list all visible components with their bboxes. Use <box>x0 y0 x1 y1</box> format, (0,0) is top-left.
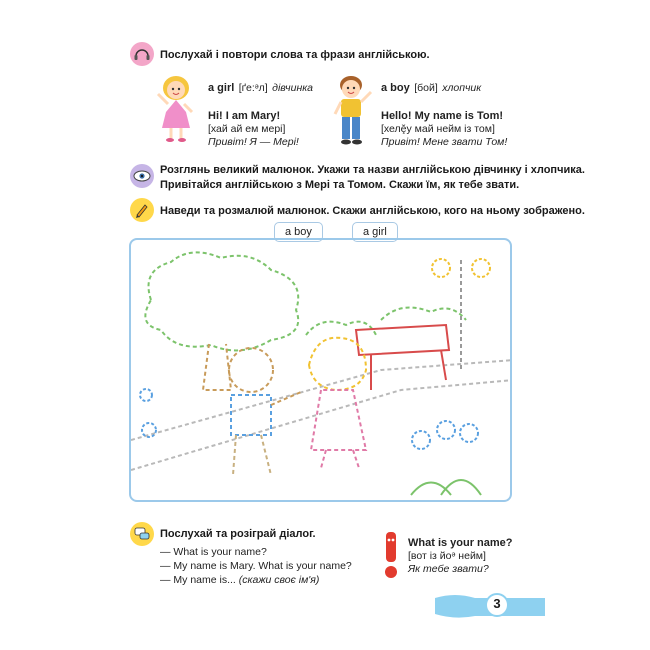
boy-phrase-transcription: [хелḝу май нейм із том] <box>381 123 495 135</box>
phrase-box <box>408 537 518 576</box>
page-number-tab <box>435 590 545 620</box>
boy-phrase-translation: Привіт! Мене звати Том! <box>381 136 508 148</box>
task2-instruction <box>160 163 585 193</box>
girl-word: a girl <box>208 82 235 94</box>
boy-phrase-block <box>381 110 521 149</box>
pencil-icon <box>130 198 154 222</box>
girl-phrase-translation: Привіт! Я — Мері! <box>208 136 299 148</box>
phrase-box-phrase: What is your name? <box>408 537 513 549</box>
headphones-icon <box>130 42 154 66</box>
task1-instruction: Послухай і повтори слова та фрази англійською. <box>160 49 430 61</box>
girl-transcription: [ґе:ᵊл] <box>238 82 268 94</box>
girl-phrase-block <box>208 110 328 149</box>
boy-phrase: Hello! My name is Tom! <box>381 110 504 122</box>
dialog-line-3-text: — My name is... <box>160 574 236 586</box>
girl-phrase: Hi! I am Mary! <box>208 110 281 122</box>
dialog-hint: (скажи своє ім'я) <box>238 574 320 586</box>
girl-translation: дівчинка <box>272 82 314 94</box>
task2-line2: Привітайся англійською з Мері та Томом. Скажи їм, як тебе звати. <box>160 179 520 191</box>
bubble-boy: a boy <box>274 222 323 242</box>
dialog-line-1: — What is your name? <box>160 546 267 558</box>
dialog-icon <box>130 522 154 546</box>
boy-word-block <box>381 80 521 95</box>
girl-word-block <box>208 80 328 95</box>
task3-instruction: Наведи та розмалюй малюнок. Скажи англійською, кого на ньому зображено. <box>160 205 585 217</box>
dialog-line-2: — My name is Mary. What is your name? <box>160 560 352 572</box>
phrase-box-translation: Як тебе звати? <box>408 563 489 575</box>
coloring-scene <box>129 238 512 502</box>
exclamation-icon <box>380 530 402 580</box>
dialog-line-3 <box>160 573 390 587</box>
task2-line1: Розглянь великий малюнок. Укажи та назви англійською дівчинку і хлопчика. <box>160 164 585 176</box>
scene-drawing <box>131 240 512 502</box>
bubble-girl: a girl <box>352 222 398 242</box>
boy-illustration <box>327 72 377 148</box>
boy-translation: хлопчик <box>442 82 482 94</box>
girl-phrase-transcription: [хай ай ем мері] <box>208 123 286 135</box>
boy-word: a boy <box>381 82 410 94</box>
eye-icon <box>130 164 154 188</box>
page-number: 3 <box>493 596 501 611</box>
girl-illustration <box>148 72 204 144</box>
phrase-box-transcription: [вот із йоᵊ нейм] <box>408 550 486 562</box>
boy-transcription: [бой] <box>414 82 438 94</box>
task4-instruction: Послухай та розіграй діалог. <box>160 528 316 540</box>
dialog-block <box>160 545 390 587</box>
